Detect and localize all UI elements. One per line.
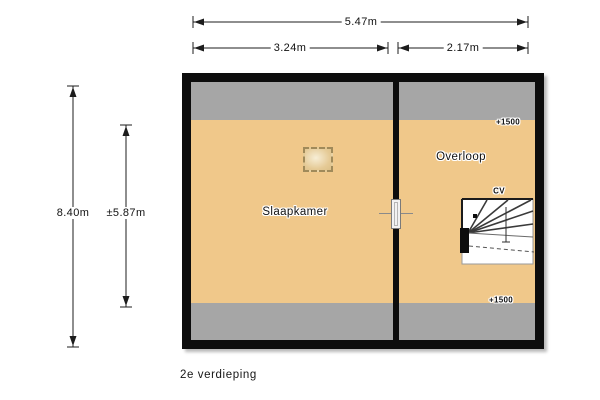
- stair-newel-post: [460, 228, 469, 253]
- dimension-label-total-width: 5.47m: [342, 16, 381, 28]
- dimension-label-left-width: 3.24m: [271, 42, 310, 54]
- dimension-label-inner-depth: ±5.87m: [103, 207, 148, 219]
- stair-marker-dot: [473, 214, 477, 218]
- cv-boiler-label: CV: [493, 186, 505, 196]
- room-label-overloop: Overloop: [436, 151, 486, 163]
- dimension-label-total-depth: 8.40m: [54, 207, 93, 219]
- height-marker-bottom: +1500: [489, 295, 513, 305]
- staircase: [460, 199, 534, 264]
- dimension-label-right-width: 2.17m: [444, 42, 483, 54]
- floor-title: 2e verdieping: [180, 369, 257, 381]
- room-label-slaapkamer: Slaapkamer: [262, 206, 328, 218]
- height-marker-top: +1500: [496, 117, 520, 127]
